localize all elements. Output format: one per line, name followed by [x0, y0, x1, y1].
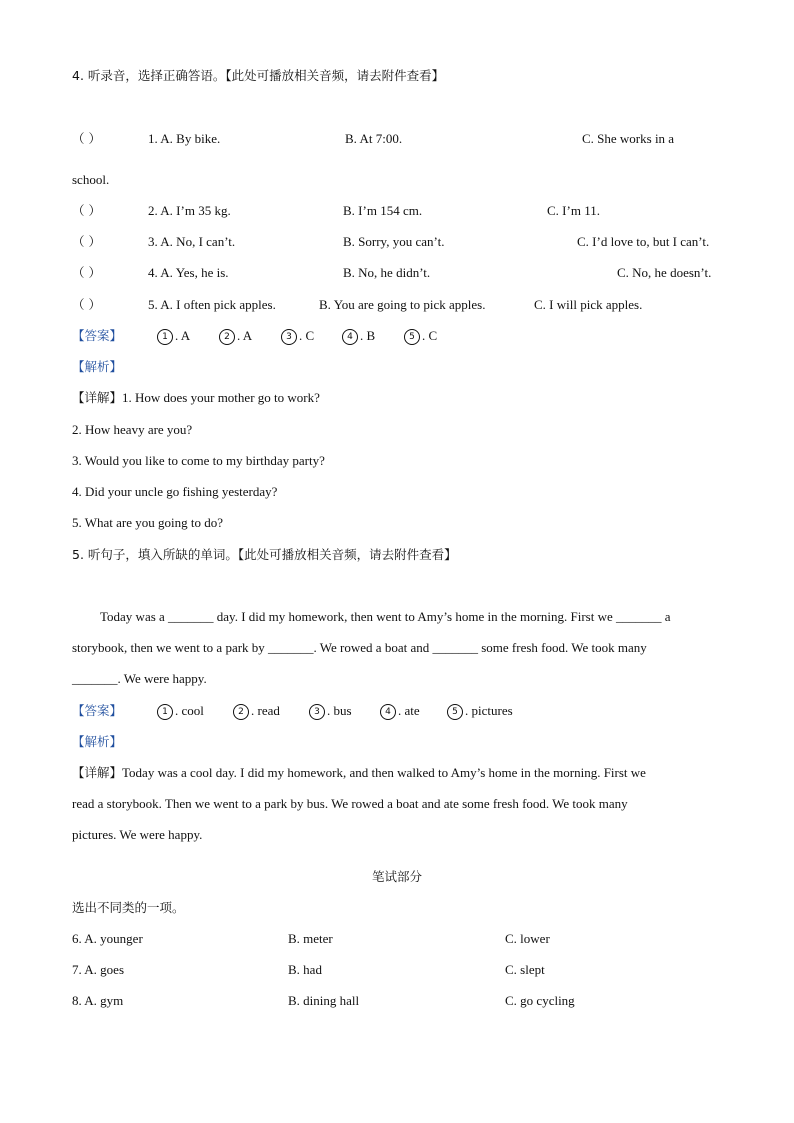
written-instruction: 选出不同类的一项。 [72, 900, 185, 915]
q5-heading: 5. 听句子，填入所缺的单词。【此处可播放相关音频，请去附件查看】 [72, 547, 457, 562]
circled-number-icon: 2 [233, 704, 249, 720]
answer-bracket[interactable]: （ ） [72, 265, 101, 280]
answer-bracket[interactable]: （ ） [72, 234, 101, 249]
answer-bracket[interactable]: （ ） [72, 297, 101, 312]
q5-answer-5: 5 . pictures [447, 702, 513, 720]
q5-detail-line-3: pictures. We were happy. [72, 827, 203, 842]
section-title: 笔试部分 [371, 869, 422, 884]
q4-item-2-option-a[interactable]: 2. A. I’m 35 kg. [148, 203, 231, 218]
written-item-8-option-a[interactable]: 8. A. gym [72, 993, 124, 1008]
circled-number-icon: 2 [219, 329, 235, 345]
written-item-6-option-c[interactable]: C. lower [505, 931, 550, 946]
written-item-6-option-a[interactable]: 6. A. younger [72, 931, 143, 946]
answer-label: 【答案】 [72, 703, 123, 718]
q4-item-1-option-c[interactable]: C. She works in a [582, 131, 675, 146]
q4-item-3-option-c[interactable]: C. I’d love to, but I can’t. [577, 234, 710, 249]
written-item-7-option-b[interactable]: B. had [288, 962, 322, 977]
q4-answer-1: 1 . A [157, 327, 190, 345]
q4-item-5-option-b[interactable]: B. You are going to pick apples. [319, 297, 486, 312]
q4-item-1-wrap: school. [72, 172, 110, 187]
circled-number-icon: 5 [404, 329, 420, 345]
q4-item-1-option-b[interactable]: B. At 7:00. [345, 131, 403, 146]
q4-item-3-option-b[interactable]: B. Sorry, you can’t. [343, 234, 445, 249]
written-item-7-option-a[interactable]: 7. A. goes [72, 962, 125, 977]
q4-item-4-option-c[interactable]: C. No, he doesn’t. [617, 265, 712, 280]
q4-detail-5: 5. What are you going to do? [72, 515, 224, 530]
circled-number-icon: 1 [157, 329, 173, 345]
q5-passage-line-3: _______. We were happy. [72, 671, 207, 686]
q4-item-3 [72, 233, 101, 251]
q5-answer-2: 2 . read [233, 702, 280, 720]
q4-item-2 [72, 202, 101, 220]
q4-detail-4: 4. Did your uncle go fishing yesterday? [72, 484, 278, 499]
circled-number-icon: 5 [447, 704, 463, 720]
written-item-8-option-c[interactable]: C. go cycling [505, 993, 575, 1008]
written-item-8-option-b[interactable]: B. dining hall [288, 993, 360, 1008]
q4-answer-5: 5 . C [404, 327, 437, 345]
q5-answer-1: 1 . cool [157, 702, 204, 720]
q5-detail-line-1: 【详解】Today was a cool day. I did my homework, and then walked to Amy’s home in the morning. First we [72, 765, 646, 780]
answer-label: 【答案】 [72, 328, 123, 343]
q4-item-2-option-c[interactable]: C. I’m 11. [547, 203, 600, 218]
q4-item-4 [72, 264, 101, 282]
q4-item-5-option-c[interactable]: C. I will pick apples. [534, 297, 643, 312]
q5-answer-4: 4 . ate [380, 702, 420, 720]
analysis-label: 【解析】 [72, 734, 123, 749]
q4-item-5 [72, 296, 101, 314]
answer-bracket[interactable]: （ ） [72, 203, 101, 218]
q4-item-2-option-b[interactable]: B. I’m 154 cm. [343, 203, 423, 218]
q4-answer-2: 2 . A [219, 327, 252, 345]
q5-answer-3: 3 . bus [309, 702, 352, 720]
answer-bracket[interactable]: （ ） [72, 131, 101, 146]
circled-number-icon: 4 [380, 704, 396, 720]
q4-detail-1: 【详解】1. How does your mother go to work? [72, 390, 320, 405]
written-item-6-option-b[interactable]: B. meter [288, 931, 333, 946]
q4-item-5-option-a[interactable]: 5. A. I often pick apples. [148, 297, 276, 312]
circled-number-icon: 3 [309, 704, 325, 720]
analysis-label: 【解析】 [72, 359, 123, 374]
circled-number-icon: 1 [157, 704, 173, 720]
circled-number-icon: 4 [342, 329, 358, 345]
q4-detail-2: 2. How heavy are you? [72, 422, 193, 437]
written-item-7-option-c[interactable]: C. slept [505, 962, 545, 977]
q4-detail-3: 3. Would you like to come to my birthday party? [72, 453, 325, 468]
q4-item-1-option-a[interactable]: 1. A. By bike. [148, 131, 221, 146]
q4-item-4-option-a[interactable]: 4. A. Yes, he is. [148, 265, 229, 280]
q4-item-3-option-a[interactable]: 3. A. No, I can’t. [148, 234, 236, 249]
circled-number-icon: 3 [281, 329, 297, 345]
q5-passage-line-2: storybook, then we went to a park by _______. We rowed a boat and _______ some fresh food. We took many [72, 640, 647, 655]
q4-heading: 4. 听录音，选择正确答语。【此处可播放相关音频，请去附件查看】 [72, 68, 445, 83]
q4-answer-4: 4 . B [342, 327, 375, 345]
q4-item-1 [72, 130, 101, 148]
q5-passage-line-1: Today was a _______ day. I did my homework, then went to Amy’s home in the morning. First we _______ a [100, 609, 671, 624]
q4-item-4-option-b[interactable]: B. No, he didn’t. [343, 265, 431, 280]
q5-detail-line-2: read a storybook. Then we went to a park by bus. We rowed a boat and ate some fresh food. We took many [72, 796, 628, 811]
q4-answer-3: 3 . C [281, 327, 314, 345]
